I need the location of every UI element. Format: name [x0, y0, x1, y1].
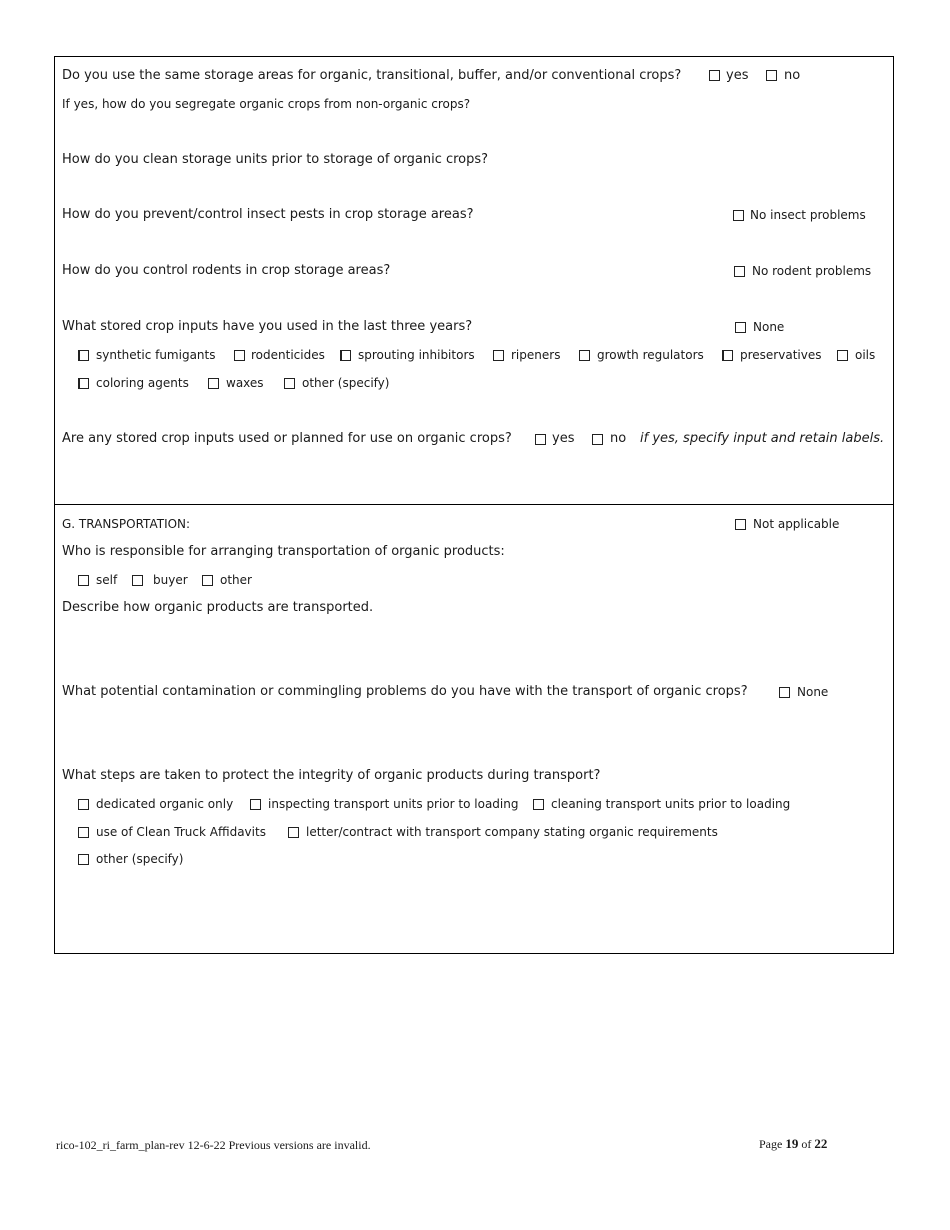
same-storage-no-checkbox[interactable]	[766, 70, 777, 81]
same-storage-yes-checkbox[interactable]	[709, 70, 720, 81]
responsible-buyer-checkbox[interactable]	[132, 575, 143, 586]
same-storage-question: Do you use the same storage areas for organic, transitional, buffer, and/or conventional crops?	[62, 68, 682, 83]
step-contract-checkbox[interactable]	[288, 827, 299, 838]
no-insect-problems-checkbox[interactable]	[733, 210, 744, 221]
input-ripeners-label: ripeners	[511, 348, 561, 362]
stored-inputs-question: What stored crop inputs have you used in the last three years?	[62, 319, 473, 334]
step-other-checkbox[interactable]	[78, 854, 89, 865]
responsible-self-label: self	[96, 573, 118, 587]
transport-not-applicable-label: Not applicable	[753, 517, 840, 531]
responsible-other-label: other	[220, 573, 252, 587]
input-preservatives-checkbox[interactable]	[722, 350, 733, 361]
inputs-organic-yes-label: yes	[552, 431, 575, 446]
insect-pests-question: How do you prevent/control insect pests in crop storage areas?	[62, 207, 474, 222]
describe-transport-question: Describe how organic products are transported.	[62, 600, 374, 615]
input-coloring-agents-checkbox[interactable]	[78, 378, 89, 389]
segregate-question: If yes, how do you segregate organic crops from non-organic crops?	[62, 97, 471, 111]
step-inspecting-checkbox[interactable]	[250, 799, 261, 810]
step-cleaning-checkbox[interactable]	[533, 799, 544, 810]
input-growth-regulators-label: growth regulators	[597, 348, 704, 362]
input-other-checkbox[interactable]	[284, 378, 295, 389]
input-sprouting-inhibitors-checkbox[interactable]	[340, 350, 351, 361]
inputs-organic-question: Are any stored crop inputs used or planned for use on organic crops?	[62, 431, 512, 446]
input-coloring-agents-label: coloring agents	[96, 376, 189, 390]
no-insect-problems-label: No insect problems	[750, 208, 866, 222]
input-oils-label: oils	[855, 348, 876, 362]
step-affidavits-checkbox[interactable]	[78, 827, 89, 838]
step-other-label: other (specify)	[96, 852, 184, 866]
responsible-buyer-label: buyer	[153, 573, 188, 587]
input-ripeners-checkbox[interactable]	[493, 350, 504, 361]
page-number	[759, 1136, 827, 1152]
step-dedicated-label: dedicated organic only	[96, 797, 234, 811]
step-affidavits-label: use of Clean Truck Affidavits	[96, 825, 266, 839]
step-contract-label: letter/contract with transport company stating organic requirements	[306, 825, 718, 839]
integrity-steps-question: What steps are taken to protect the integrity of organic products during transport?	[62, 768, 601, 783]
input-oils-checkbox[interactable]	[837, 350, 848, 361]
input-growth-regulators-checkbox[interactable]	[579, 350, 590, 361]
input-other-label: other (specify)	[302, 376, 390, 390]
same-storage-yes-label: yes	[726, 68, 749, 83]
step-dedicated-checkbox[interactable]	[78, 799, 89, 810]
responsible-question: Who is responsible for arranging transportation of organic products:	[62, 544, 505, 559]
inputs-organic-note: if yes, specify input and retain labels.	[640, 431, 885, 446]
input-preservatives-label: preservatives	[740, 348, 822, 362]
input-synthetic-fumigants-label: synthetic fumigants	[96, 348, 216, 362]
transportation-heading: G. TRANSPORTATION:	[62, 517, 191, 531]
input-sprouting-inhibitors-label: sprouting inhibitors	[358, 348, 475, 362]
input-waxes-label: waxes	[226, 376, 264, 390]
page-word: Page	[759, 1137, 783, 1151]
responsible-self-checkbox[interactable]	[78, 575, 89, 586]
inputs-organic-no-checkbox[interactable]	[592, 434, 603, 445]
of-word: of	[801, 1137, 812, 1151]
no-stored-inputs-label: None	[753, 320, 785, 334]
no-stored-inputs-checkbox[interactable]	[735, 322, 746, 333]
input-synthetic-fumigants-checkbox[interactable]	[78, 350, 89, 361]
input-rodenticides-checkbox[interactable]	[234, 350, 245, 361]
contamination-none-checkbox[interactable]	[779, 687, 790, 698]
no-rodent-problems-checkbox[interactable]	[734, 266, 745, 277]
form-id-footer: rico-102_ri_farm_plan-rev 12-6-22 Previous versions are invalid.	[56, 1138, 371, 1152]
step-cleaning-label: cleaning transport units prior to loading	[551, 797, 791, 811]
no-rodent-problems-label: No rodent problems	[752, 264, 872, 278]
transport-not-applicable-checkbox[interactable]	[735, 519, 746, 530]
input-rodenticides-label: rodenticides	[251, 348, 325, 362]
page-total: 22	[814, 1136, 828, 1151]
rodents-question: How do you control rodents in crop storage areas?	[62, 263, 391, 278]
contamination-none-label: None	[797, 685, 829, 699]
inputs-organic-no-label: no	[610, 431, 627, 446]
same-storage-no-label: no	[784, 68, 801, 83]
responsible-other-checkbox[interactable]	[202, 575, 213, 586]
clean-storage-question: How do you clean storage units prior to storage of organic crops?	[62, 152, 489, 167]
contamination-question: What potential contamination or commingling problems do you have with the transport of organic crops?	[62, 684, 748, 699]
inputs-organic-yes-checkbox[interactable]	[535, 434, 546, 445]
input-waxes-checkbox[interactable]	[208, 378, 219, 389]
page-current: 19	[785, 1136, 799, 1151]
step-inspecting-label: inspecting transport units prior to loading	[268, 797, 519, 811]
